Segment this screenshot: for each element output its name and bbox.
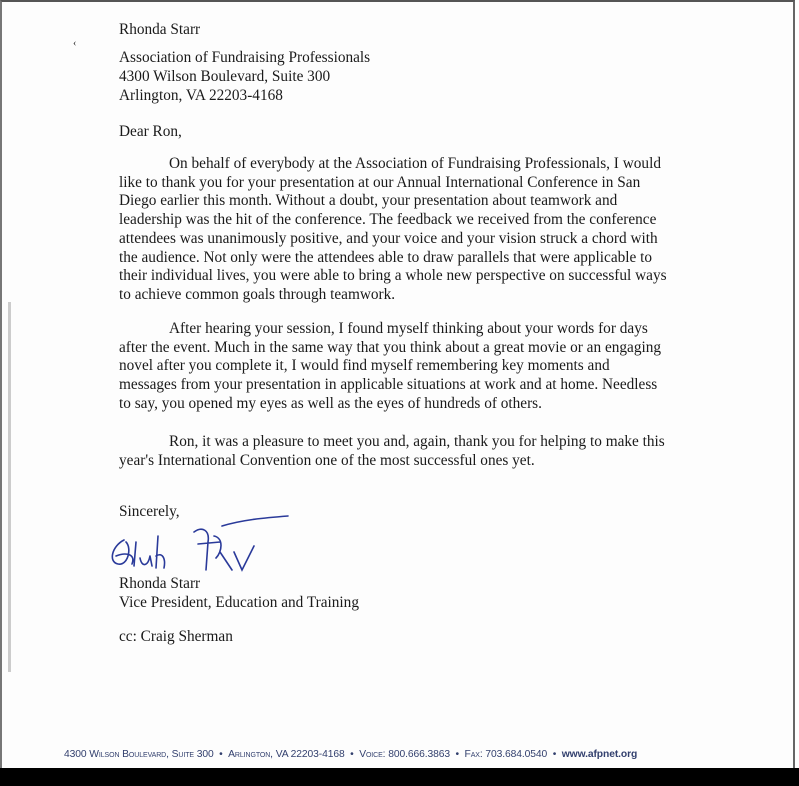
footer-city: Arlington, VA 22203-4168	[228, 749, 345, 760]
text-line: to achieve common goals through teamwork.	[119, 285, 396, 303]
signer-name: Rhonda Starr	[119, 575, 201, 592]
sender-name: Rhonda Starr	[119, 21, 201, 38]
text-line: leadership was the hit of the conference. The feedback we received from the conference	[119, 211, 657, 229]
footer-fax: Fax: 703.684.0540	[464, 749, 548, 760]
letterhead-footer: 4300 Wilson Boulevard, Suite 300 • Arlington, VA 22203-4168 • Voice: 800.666.3863 • Fax: 703.684.0540 • www.afpnet.org	[64, 749, 638, 760]
text-line: attendees was unanimously positive, and your voice and your vision struck a chord with	[119, 229, 658, 247]
text-line: year's International Convention one of the most successful ones yet.	[119, 451, 535, 469]
text-line: after the event. Much in the same way that you think about a great movie or an engaging	[119, 338, 662, 356]
footer-voice: Voice: 800.666.3863	[359, 749, 450, 760]
text-line: messages from your presentation in applicable situations at work and at home. Needless	[119, 376, 658, 394]
scan-mark: ‹	[73, 38, 77, 49]
text-line: Diego earlier this month. Without a doubt, your presentation about teamwork and	[119, 192, 618, 210]
salutation: Dear Ron,	[119, 123, 182, 140]
text-line: like to thank you for your presentation at our Annual International Conference in San	[119, 173, 641, 191]
text-line: the audience. Not only were the attendees able to draw parallels that were applicable to	[119, 248, 653, 266]
text-line: Ron, it was a pleasure to meet you and, again, thank you for helping to make this	[169, 433, 665, 450]
text-line: novel after you complete it, I would find myself remembering key moments and	[119, 357, 610, 375]
sender-org: Association of Fundraising Professionals	[119, 49, 371, 66]
closing: Sincerely,	[119, 503, 180, 520]
footer-address: 4300 Wilson Boulevard, Suite 300	[64, 749, 214, 760]
bottom-black-band	[0, 768, 799, 786]
page-edge-shadow	[8, 302, 11, 672]
cc-line: cc: Craig Sherman	[119, 628, 233, 645]
footer-website[interactable]: www.afpnet.org	[561, 749, 638, 760]
signer-title: Vice President, Education and Training	[119, 593, 359, 611]
text-line: to say, you opened my eyes as well as the eyes of hundreds of others.	[119, 394, 542, 412]
text-line: their individual lives, you were able to bring a whole new perspective on successful ways	[119, 267, 667, 285]
text-line: After hearing your session, I found myself thinking about your words for days	[169, 320, 648, 337]
handwritten-signature	[102, 512, 302, 582]
sender-street: 4300 Wilson Boulevard, Suite 300	[119, 68, 331, 85]
text-line: On behalf of everybody at the Association of Fundraising Professionals, I would	[169, 155, 661, 172]
sender-city: Arlington, VA 22203-4168	[119, 87, 283, 104]
